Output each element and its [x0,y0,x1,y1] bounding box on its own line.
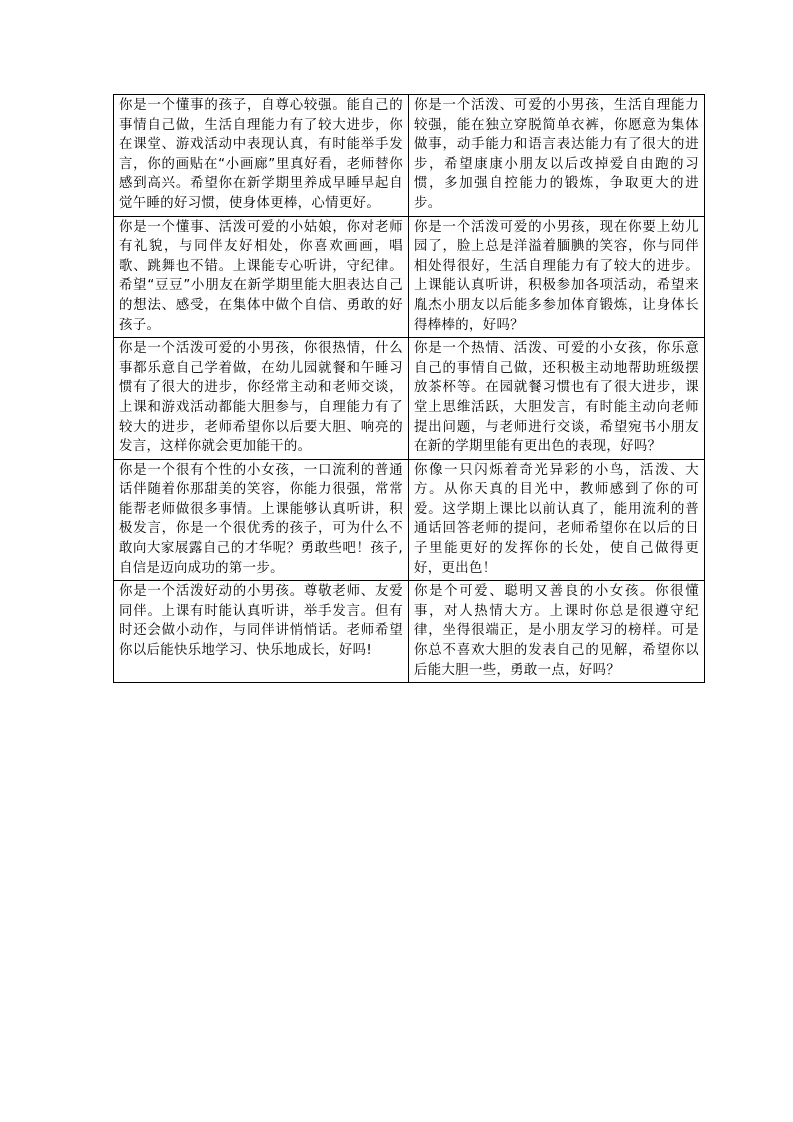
table-row [114,216,705,338]
comment-cell: 你是一个很有个性的小女孩，一口流利的普通话伴随着你那甜美的笑容，你能力很强，常常能帮老师做很多事情。上课能够认真听讲，积极发言，你是一个很优秀的孩子，可为什么不敢向大家展露自己的才华呢？勇敢些吧！孩子,自信是迈向成功的第一步。 [114,459,409,581]
comment-cell: 你是个可爱、聪明又善良的小女孩。你很懂事，对人热情大方。上课时你总是很遵守纪律，坐得很端正，是小朋友学习的榜样。可是你总不喜欢大胆的发表自己的见解，希望你以后能大胆一些，勇敢一点，好吗？ [409,581,705,683]
comment-cell: 你是一个热情、活泼、可爱的小女孩，你乐意自己的事情自己做，还积极主动地帮助班级摆放茶杯等。在园就餐习惯也有了很大进步，课堂上思维活跃，大胆发言，有时能主动向老师提出问题，与老师进行交谈，希望宛书小朋友在新的学期里能有更出色的表现，好吗？ [409,338,705,460]
comment-cell: 你是一个懂事的孩子，自尊心较强。能自己的事情自己做，生活自理能力有了较大进步，你在课堂、游戏活动中表现认真，有时能举手发言，你的画贴在“小画廊”里真好看，老师替你感到高兴。希望你在新学期里养成早睡早起自觉午睡的好习惯，使身体更棒，心情更好。 [114,95,409,217]
table-row [114,459,705,581]
table-row [114,95,705,217]
comment-cell: 你是一个活泼好动的小男孩。尊敬老师、友爱同伴。上课有时能认真听讲，举手发言。但有时还会做小动作，与同伴讲悄悄话。老师希望你以后能快乐地学习、快乐地成长，好吗! [114,581,409,683]
comment-cell: 你像一只闪烁着奇光异彩的小鸟，活泼、大方。从你天真的目光中，教师感到了你的可爱。这学期上课比以前认真了，能用流利的普通话回答老师的提问，老师希望你在以后的日子里能更好的发挥你的长处，使自己做得更好，更出色！ [409,459,705,581]
comments-table [113,94,705,683]
comment-cell: 你是一个活泼、可爱的小男孩，生活自理能力较强，能在独立穿脱简单衣裤，你愿意为集体做事，动手能力和语言表达能力有了很大的进步，希望康康小朋友以后改掉爱自由跑的习惯，多加强自控能力的锻炼，争取更大的进步。 [409,95,705,217]
table-row [114,581,705,683]
comment-cell: 你是一个活泼可爱的小男孩，现在你要上幼儿园了，脸上总是洋溢着腼腆的笑容，你与同伴相处得很好，生活自理能力有了较大的进步。上课能认真听讲，积极参加各项活动，希望来胤杰小朋友以后能多参加体育锻炼，让身体长得棒棒的，好吗？ [409,216,705,338]
comment-cell: 你是一个活泼可爱的小男孩，你很热情，什么事都乐意自己学着做，在幼儿园就餐和午睡习惯有了很大的进步，你经常主动和老师交谈，上课和游戏活动都能大胆参与，自理能力有了较大的进步，老师希望你以后要大胆、响亮的发言，这样你就会更加能干的。 [114,338,409,460]
table-row [114,338,705,460]
comment-cell: 你是一个懂事、活泼可爱的小姑娘，你对老师有礼貌，与同伴友好相处，你喜欢画画，唱歌、跳舞也不错。上课能专心听讲，守纪律。希望“豆豆”小朋友在新学期里能大胆表达自己的想法、感受，在集体中做个自信、勇敢的好孩子。 [114,216,409,338]
